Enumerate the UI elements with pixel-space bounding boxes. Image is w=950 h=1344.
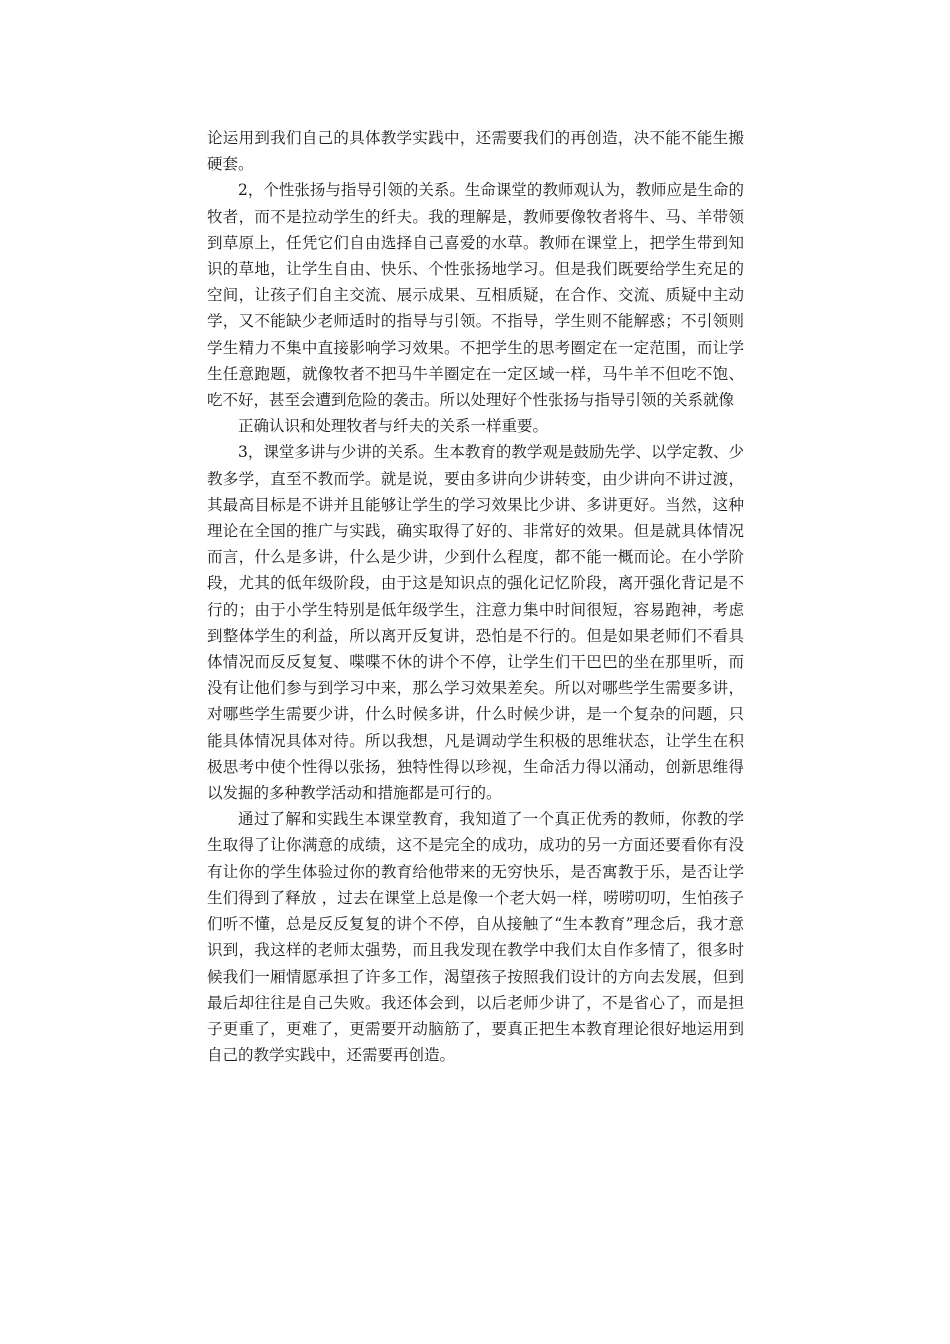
paragraph-section-2: 2，个性张扬与指导引领的关系。生命课堂的教师观认为，教师应是生命的牧者，而不是拉动学生的纤夫。我的理解是，教师要像牧者将牛、马、羊带领到草原上，任凭它们自由选择自己喜爱的水草。教师在课堂上，把学生带到知识的草地，让学生自由、快乐、个性张扬地学习。但是我们既要给学生充足的空间，让孩子们自主交流、展示成果、互相质疑，在合作、交流、质疑中主动学，又不能缺少老师适时的指导与引领。不指导，学生则不能解惑；不引领则学生精力不集中直接影响学习效果。不把学生的思考圈定在一定范围，而让学生任意跑题，就像牧者不把马牛羊圈定在一定区域一样，马牛羊不但吃不饱、吃不好，甚至会遭到危险的袭击。所以处理好个性张扬与指导引领的关系就像: [207, 181, 744, 410]
paragraph-section-3: 3，课堂多讲与少讲的关系。生本教育的教学观是鼓励先学、以学定教、少教多学，直至不教而学。就是说，要由多讲向少讲转变，由少讲向不讲过渡，其最高目标是不讲并且能够让学生的学习效果比少讲、多讲更好。当然，这种理论在全国的推广与实践，确实取得了好的、非常好的效果。但是就具体情况而言，什么是多讲，什么是少讲，少到什么程度，都不能一概而论。在小学阶段，尤其的低年级阶段，由于这是知识点的强化记忆阶段，离开强化背记是不行的；由于小学生特别是低年级学生，注意力集中时间很短，容易跑神，考虑到整体学生的利益，所以离开反复讲，恐怕是不行的。但是如果老师们不看具体情况而反反复复、喋喋不休的讲个不停，让学生们干巴巴的坐在那里听，而没有让他们参与到学习中来，那么学习效果差矣。所以对哪些学生需要多讲，对哪些学生需要少讲，什么时候多讲，什么时候少讲，是一个复杂的问题，只能具体情况具体对待。所以我想，凡是调动学生积极的思维状态，让学生在积极思考中使个性得以张扬，独特性得以珍视，生命活力得以涌动，创新思维得以发掘的多种教学活动和措施都是可行的。: [207, 443, 744, 803]
paragraph-section-2-end: 正确认识和处理牧者与纤夫的关系一样重要。: [238, 417, 549, 436]
body-text: [207, 125, 744, 1068]
paragraph-conclusion: 通过了解和实践生本课堂教育，我知道了一个真正优秀的教师，你教的学生取得了让你满意的成绩，这不是完全的成功，成功的另一方面还要看你有没有让你的学生体验过你的教育给他带来的无穷快乐，是否寓教于乐，是否让学生们得到了释放 ，过去在课堂上总是像一个老大妈一样，唠唠叨叨，生怕孩子们听不懂，总是反反复复的讲个不停，自从接触了“生本教育”理念后，我才意识到，我这样的老师太强势，而且我发现在教学中我们太自作多情了，很多时候我们一厢情愿承担了许多工作，渴望孩子按照我们设计的方向去发展，但到最后却往往是自己失败。我还体会到，以后老师少讲了，不是省心了，而是担子更重了，更难了，更需要开动脑筋了，要真正把生本教育理论很好地运用到自己的教学实践中，还需要再创造。: [207, 810, 744, 1065]
paragraph-continuation: 论运用到我们自己的具体教学实践中，还需要我们的再创造，决不能不能生搬硬套。: [207, 129, 744, 174]
